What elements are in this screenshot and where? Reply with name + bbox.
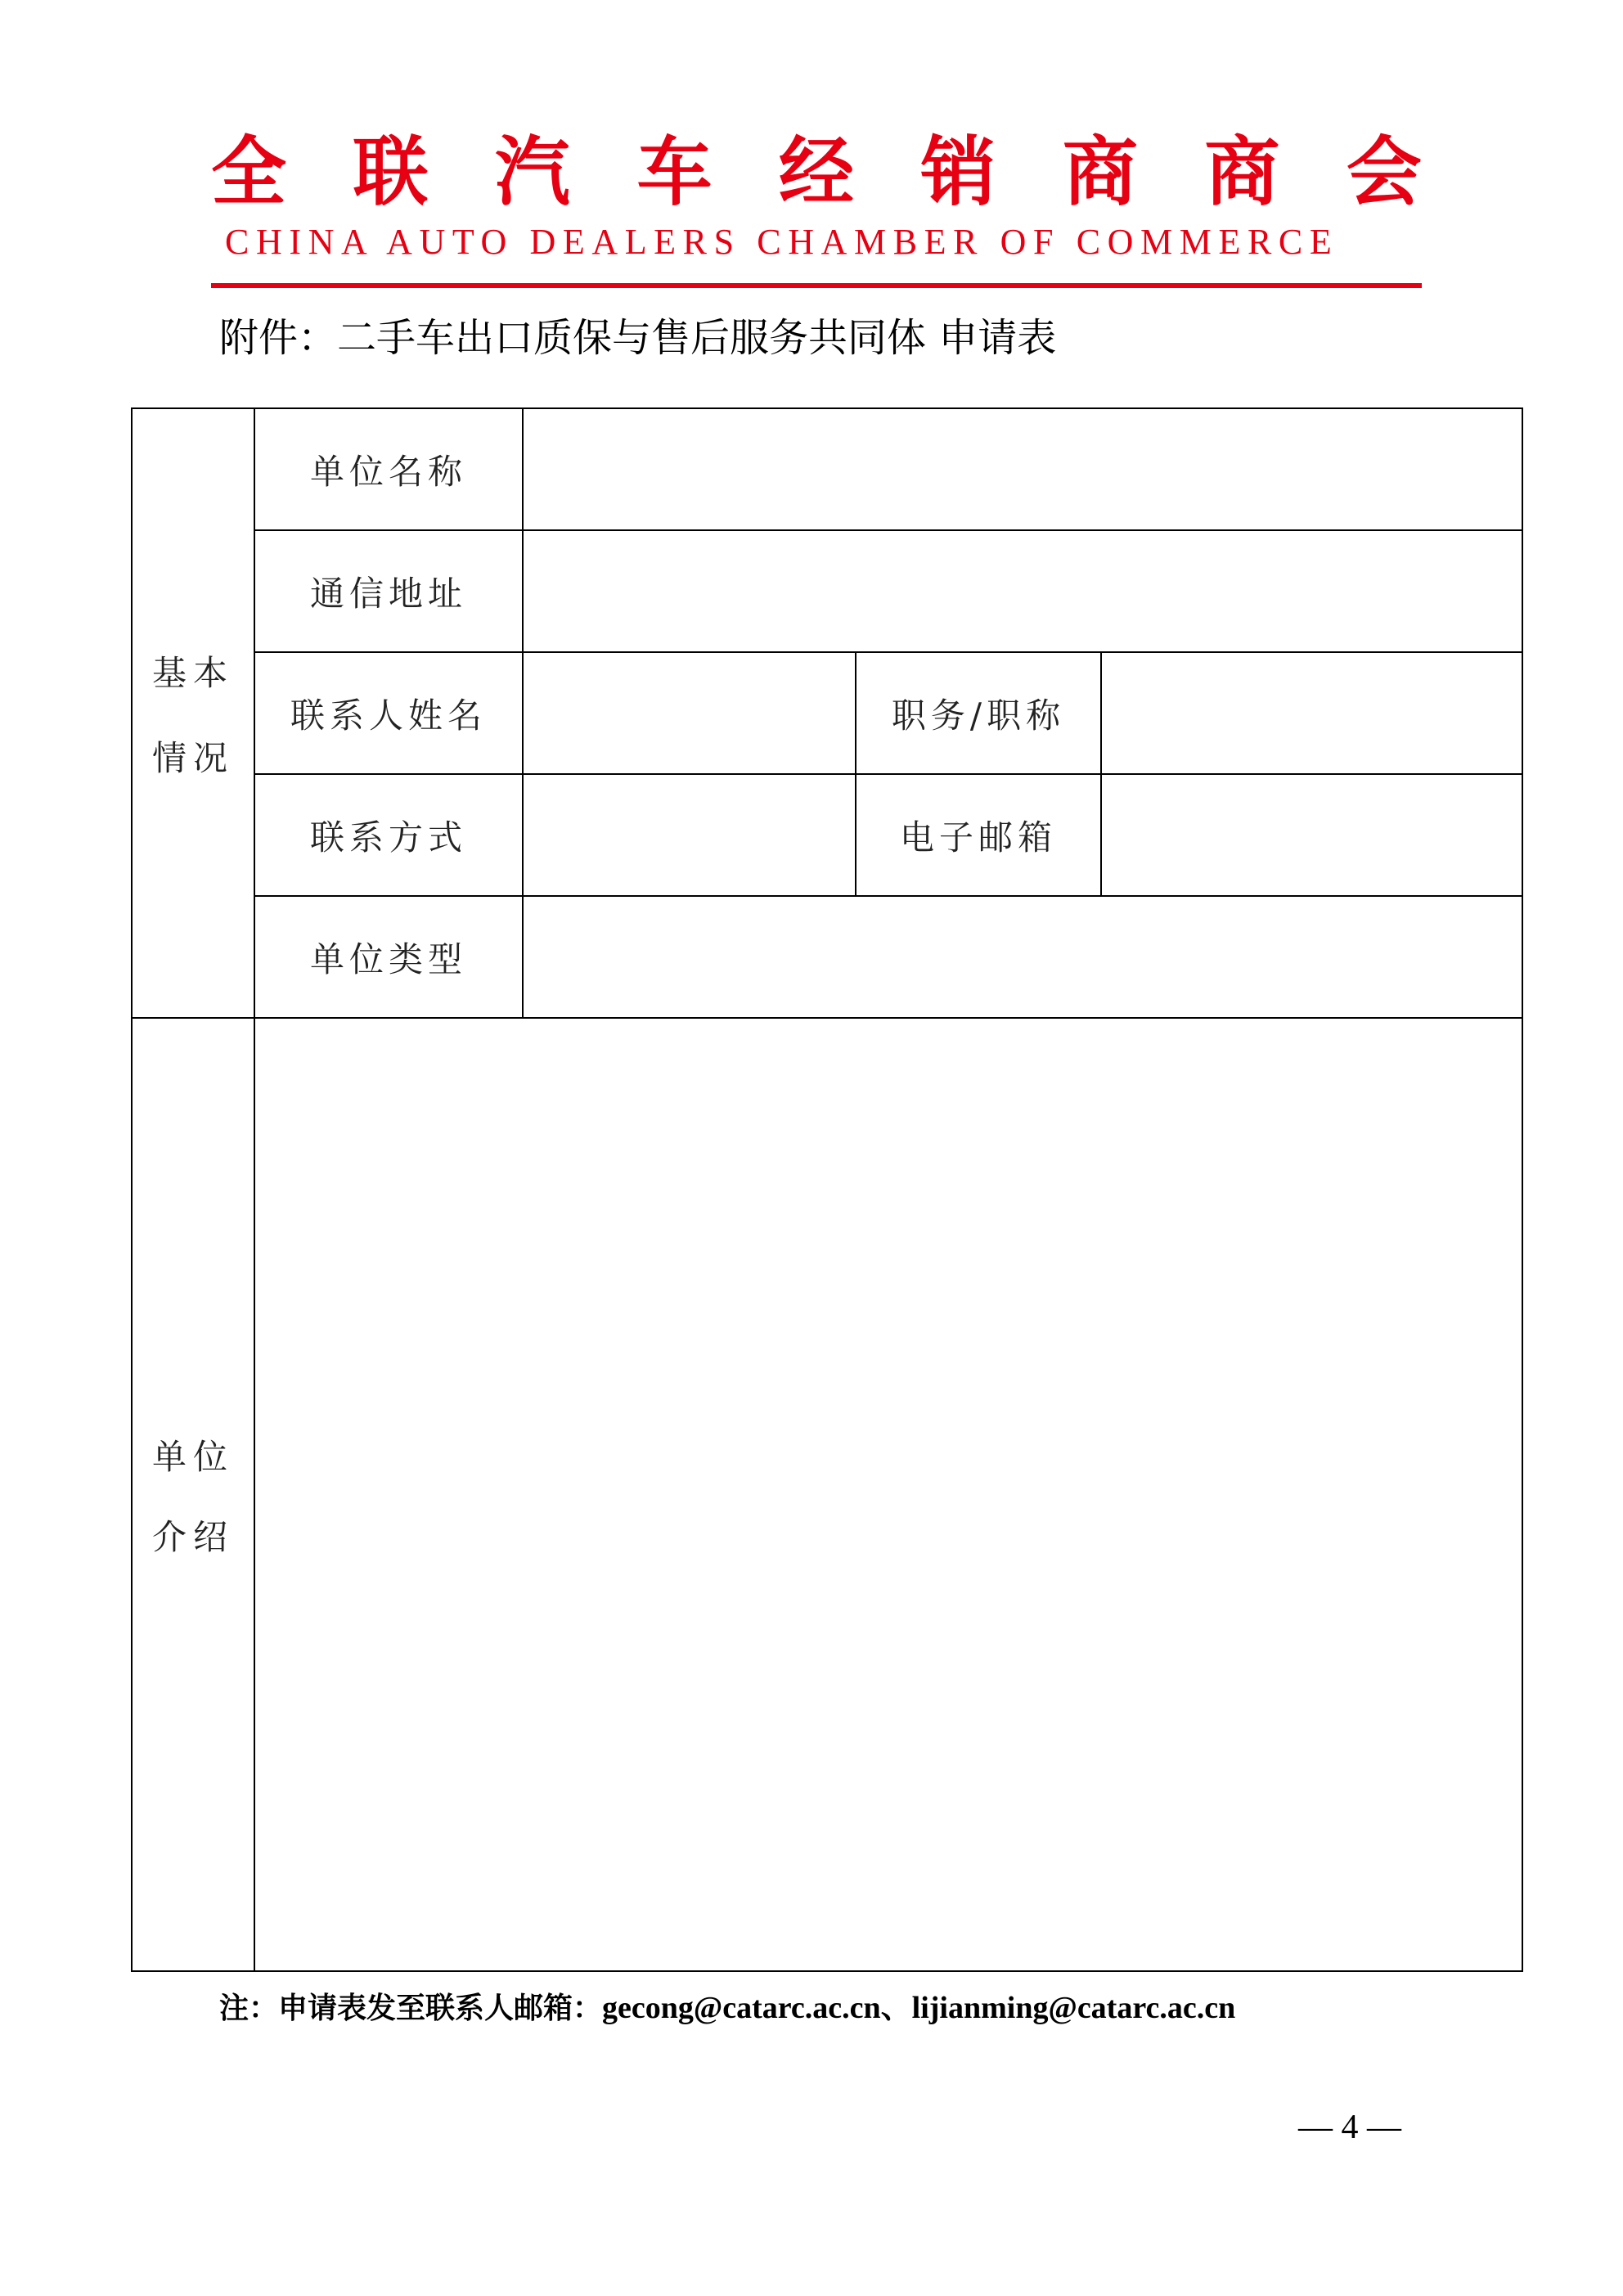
table-row: [132, 652, 1522, 774]
field-label-contact-name: 联系人姓名: [254, 652, 523, 774]
unit-type-input[interactable]: [523, 896, 1522, 1018]
contact-name-input[interactable]: [523, 652, 856, 774]
note-email-addresses: gecong@catarc.ac.cn、lijianming@catarc.ac.cn: [602, 1991, 1236, 2025]
org-name-char: 全: [211, 128, 287, 216]
contact-method-input[interactable]: [523, 774, 856, 896]
section-basic-info-label: [132, 408, 254, 1018]
email-input[interactable]: [1101, 774, 1522, 896]
address-input[interactable]: [523, 530, 1522, 652]
org-name-char: 商: [1062, 128, 1138, 216]
note-prefix: 注：申请表发至联系人邮箱：: [219, 1991, 603, 2025]
document-title: 附件：二手车出口质保与售后服务共同体 申请表: [219, 315, 1057, 361]
section-label-line: 基本: [151, 652, 234, 693]
org-name-english: CHINA AUTO DEALERS CHAMBER OF COMMERCE: [225, 222, 1339, 262]
table-row: [132, 530, 1522, 652]
page-number: — 4 —: [1298, 2109, 1401, 2146]
unit-intro-textarea[interactable]: [254, 1018, 1522, 1971]
section-intro-label: [132, 1018, 254, 1971]
org-name-char: 车: [636, 128, 713, 216]
table-row: [132, 774, 1522, 896]
submission-note: [219, 1983, 1528, 2033]
field-label-unit-name: 单位名称: [254, 408, 523, 530]
org-name-char: 销: [920, 128, 996, 216]
field-label-position: 职务/职称: [856, 652, 1101, 774]
field-label-address: 通信地址: [254, 530, 523, 652]
org-name-char: 联: [353, 128, 429, 216]
field-label-contact-method: 联系方式: [254, 774, 523, 896]
position-input[interactable]: [1101, 652, 1522, 774]
org-name-char: 会: [1346, 128, 1422, 216]
org-name-chinese: [211, 123, 1422, 221]
table-row: [132, 408, 1522, 530]
section-label-line: 情况: [151, 737, 234, 778]
org-name-char: 经: [778, 128, 854, 216]
field-label-email: 电子邮箱: [856, 774, 1101, 896]
table-row: [132, 1018, 1522, 1971]
unit-name-input[interactable]: [523, 408, 1522, 530]
table-row: [132, 896, 1522, 1018]
section-label-line: 单位: [151, 1436, 234, 1477]
field-label-unit-type: 单位类型: [254, 896, 523, 1018]
section-label-line: 介绍: [151, 1516, 234, 1557]
org-name-char: 汽: [494, 128, 570, 216]
application-form-table: [131, 407, 1523, 1972]
letterhead-divider: [211, 283, 1422, 288]
org-name-char: 商: [1204, 128, 1280, 216]
